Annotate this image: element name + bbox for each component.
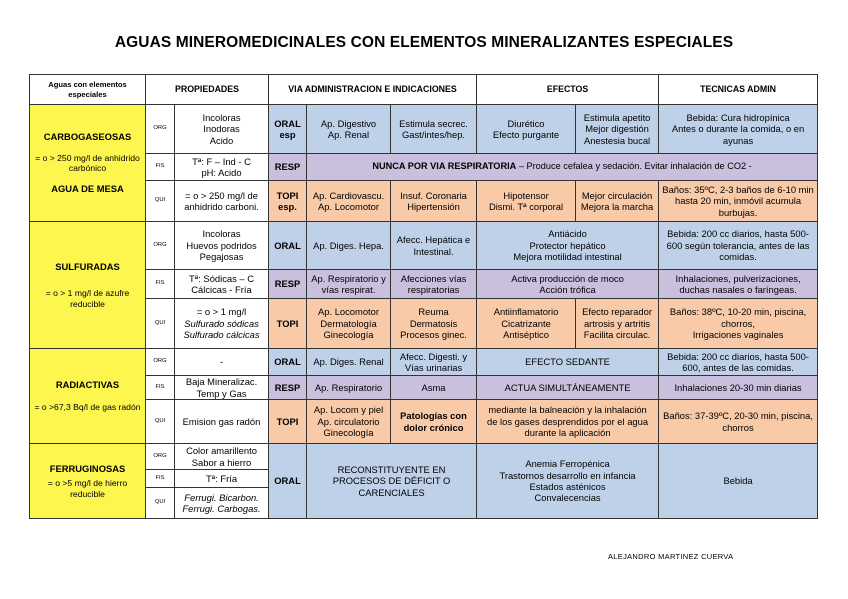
via-cell: RESP <box>269 376 307 400</box>
header-via: VIA ADMINISTRACION E INDICACIONES <box>269 75 477 105</box>
via-cell: ORAL esp <box>269 105 307 154</box>
indication-cell: Ap. Digestivo Ap. Renal <box>307 105 391 154</box>
org-label: ORG <box>146 222 175 270</box>
table-row <box>30 349 818 376</box>
group-name: FERRUGINOSAS <box>49 462 126 474</box>
fis-label: FIS <box>146 270 175 299</box>
header-elements: Aguas con elementos especiales <box>30 75 146 105</box>
effect-cell: Efecto reparador artrosis y artritis Facilita circulac. <box>576 299 659 349</box>
author-credit: ALEJANDRO MARTINEZ CUERVA <box>608 552 734 561</box>
group-sulfuradas <box>30 222 146 349</box>
group-concentration: = o >5 mg/l de hierro reducible <box>47 478 128 499</box>
indication-cell: Ap. Cardiovascu. Ap. Locomotor <box>307 181 391 222</box>
effect-cell: Diurético Efecto purgante <box>477 105 576 154</box>
via-cell: ORAL <box>269 444 307 519</box>
properties-line: Ferrugi. Carbogas. <box>182 503 261 514</box>
group-concentration: = o >67,3 Bq/l de gas radón <box>34 402 141 413</box>
effect-cell: Antiinflamatorio Cicatrizante Antiséptico <box>477 299 576 349</box>
indication-cell: Ap. Locom y piel Ap. circulatorio Ginecología <box>307 400 391 444</box>
indication-cell: Asma <box>391 376 477 400</box>
via-cell: RESP <box>269 270 307 299</box>
properties-cell: Emision gas radón <box>175 400 269 444</box>
indication-cell: Ap. Diges. Hepa. <box>307 222 391 270</box>
warning-rest: – Produce cefalea y sedación. Evitar inhalación de CO2 - <box>516 161 752 172</box>
indication-cell: Afecciones vías respiratorias <box>391 270 477 299</box>
indication-cell: Ap. Locomotor Dermatología Ginecología <box>307 299 391 349</box>
effect-cell: EFECTO SEDANTE <box>477 349 659 376</box>
effect-cell: Mejor circulación Mejora la marcha <box>576 181 659 222</box>
via-cell: ORAL <box>269 222 307 270</box>
technique-cell: Bebida: Cura hidropínica Antes o durante la comida, o en ayunas <box>659 105 818 154</box>
group-concentration: = o > 1 mg/l de azufre reducible <box>45 288 130 309</box>
properties-cell: = o > 250 mg/l de anhidrido carboni. <box>175 181 269 222</box>
technique-cell: Baños: 38ºC, 10-20 min, piscina, chorros, Irrigaciones vaginales <box>659 299 818 349</box>
table-row <box>30 299 818 349</box>
indication-cell: Ap. Diges. Renal <box>307 349 391 376</box>
technique-cell: Baños: 37-39ºC, 20-30 min, piscina, chorros <box>659 400 818 444</box>
indication-cell: Reuma Dermatosis Procesos ginec. <box>391 299 477 349</box>
qui-label: QUI <box>146 488 175 519</box>
properties-cell <box>175 299 269 349</box>
technique-cell: Inhalaciones 20-30 min diarias <box>659 376 818 400</box>
table-row <box>30 376 818 400</box>
table-row <box>30 444 818 470</box>
header-effects: EFECTOS <box>477 75 659 105</box>
qui-label: QUI <box>146 299 175 349</box>
group-name: SULFURADAS <box>55 260 120 272</box>
effect-cell: ACTUA SIMULTÁNEAMENTE <box>477 376 659 400</box>
group-name: CARBOGASEOSAS <box>43 131 132 143</box>
group-radiactivas <box>30 349 146 444</box>
via-cell: ORAL <box>269 349 307 376</box>
table-row <box>30 154 818 181</box>
indication-cell: Estimula secrec. Gast/intes/hep. <box>391 105 477 154</box>
properties-line: = o > 1 mg/l <box>196 306 247 318</box>
effect-cell: Hipotensor Dismi. Tª corporal <box>477 181 576 222</box>
properties-line: Ferrugi. Bicarbon. <box>184 491 259 503</box>
technique-cell: Bebida: 200 cc diarios, hasta 500-600 según tolerancia, antes de las comidas. <box>659 222 818 270</box>
properties-cell: Baja Mineralizac. Temp y Gas <box>175 376 269 400</box>
group-name: RADIACTIVAS <box>55 379 120 391</box>
table-row <box>30 222 818 270</box>
fis-label: FIS <box>146 470 175 488</box>
technique-cell: Inhalaciones, pulverizaciones, duchas nasales o faríngeas. <box>659 270 818 299</box>
properties-cell: Incoloras Huevos podridos Pegajosas <box>175 222 269 270</box>
group-concentration: = o > 250 mg/l de anhidrido carbónico <box>35 152 140 173</box>
indication-cell: Insuf. Coronaria Hipertensión <box>391 181 477 222</box>
table-row <box>30 270 818 299</box>
indication-cell: Ap. Respiratorio y vías respirat. <box>307 270 391 299</box>
effect-cell: Anemia Ferropénica Trastornos desarrollo en infancia Estados asténicos Convalecencias <box>477 444 659 519</box>
indication-cell: Ap. Respiratorio <box>307 376 391 400</box>
group-carbogaseosas <box>30 105 146 222</box>
technique-cell: Bebida: 200 cc diarios, hasta 500-600, antes de las comidas. <box>659 349 818 376</box>
table-row <box>30 105 818 154</box>
via-cell: TOPI esp. <box>269 181 307 222</box>
page-title: AGUAS MINEROMEDICINALES CON ELEMENTOS MINERALIZANTES ESPECIALES <box>114 34 734 51</box>
mineral-waters-table <box>29 74 818 519</box>
indication-cell: Afecc. Digesti. y Vías urinarias <box>391 349 477 376</box>
indication-cell: Afecc. Hepática e Intestinal. <box>391 222 477 270</box>
via-cell: RESP <box>269 154 307 181</box>
technique-cell: Bebida <box>659 444 818 519</box>
respiratory-warning <box>307 154 818 181</box>
effect-cell: mediante la balneación y la inhalación de los gases desprendidos por el agua durante la aplicación <box>477 400 659 444</box>
properties-cell: Tª: Fría <box>175 470 269 488</box>
effect-cell: Activa producción de moco Acción trófica <box>477 270 659 299</box>
properties-cell: Tª: Sódicas – C Cálcicas - Fría <box>175 270 269 299</box>
org-label: ORG <box>146 105 175 154</box>
group-alt-name: AGUA DE MESA <box>51 183 124 195</box>
qui-label: QUI <box>146 181 175 222</box>
fis-label: FIS <box>146 154 175 181</box>
group-ferruginosas <box>30 444 146 519</box>
indication-cell: RECONSTITUYENTE EN PROCESOS DE DÉFICIT O CARENCIALES <box>307 444 477 519</box>
org-label: ORG <box>146 349 175 376</box>
properties-cell: Tª: F – Ind - C pH: Acido <box>175 154 269 181</box>
properties-cell: - <box>175 349 269 376</box>
indication-cell: Patologías con dolor crónico <box>391 400 477 444</box>
warning-bold: NUNCA POR VIA RESPIRATORIA <box>372 161 517 172</box>
header-properties: PROPIEDADES <box>146 75 269 105</box>
header-techniques: TECNICAS ADMIN <box>659 75 818 105</box>
effect-cell: Antiácido Protector hepático Mejora motilidad intestinal <box>477 222 659 270</box>
header-row <box>30 75 818 105</box>
qui-label: QUI <box>146 400 175 444</box>
table-row <box>30 400 818 444</box>
via-cell: TOPI <box>269 299 307 349</box>
properties-cell: Incoloras Inodoras Acido <box>175 105 269 154</box>
org-label: ORG <box>146 444 175 470</box>
via-cell: TOPI <box>269 400 307 444</box>
properties-cell <box>175 488 269 519</box>
properties-cell: Color amarillento Sabor a hierro <box>175 444 269 470</box>
effect-cell: Estimula apetito Mejor digestión Anestesia bucal <box>576 105 659 154</box>
properties-line: Sulfurado cálcicas <box>183 329 260 341</box>
properties-line: Sulfurado sódicas <box>184 317 259 329</box>
table-row <box>30 181 818 222</box>
fis-label: FIS <box>146 376 175 400</box>
technique-cell: Baños: 35ºC, 2-3 baños de 6-10 min hasta 20 min, inmóvil acumula burbujas. <box>659 181 818 222</box>
